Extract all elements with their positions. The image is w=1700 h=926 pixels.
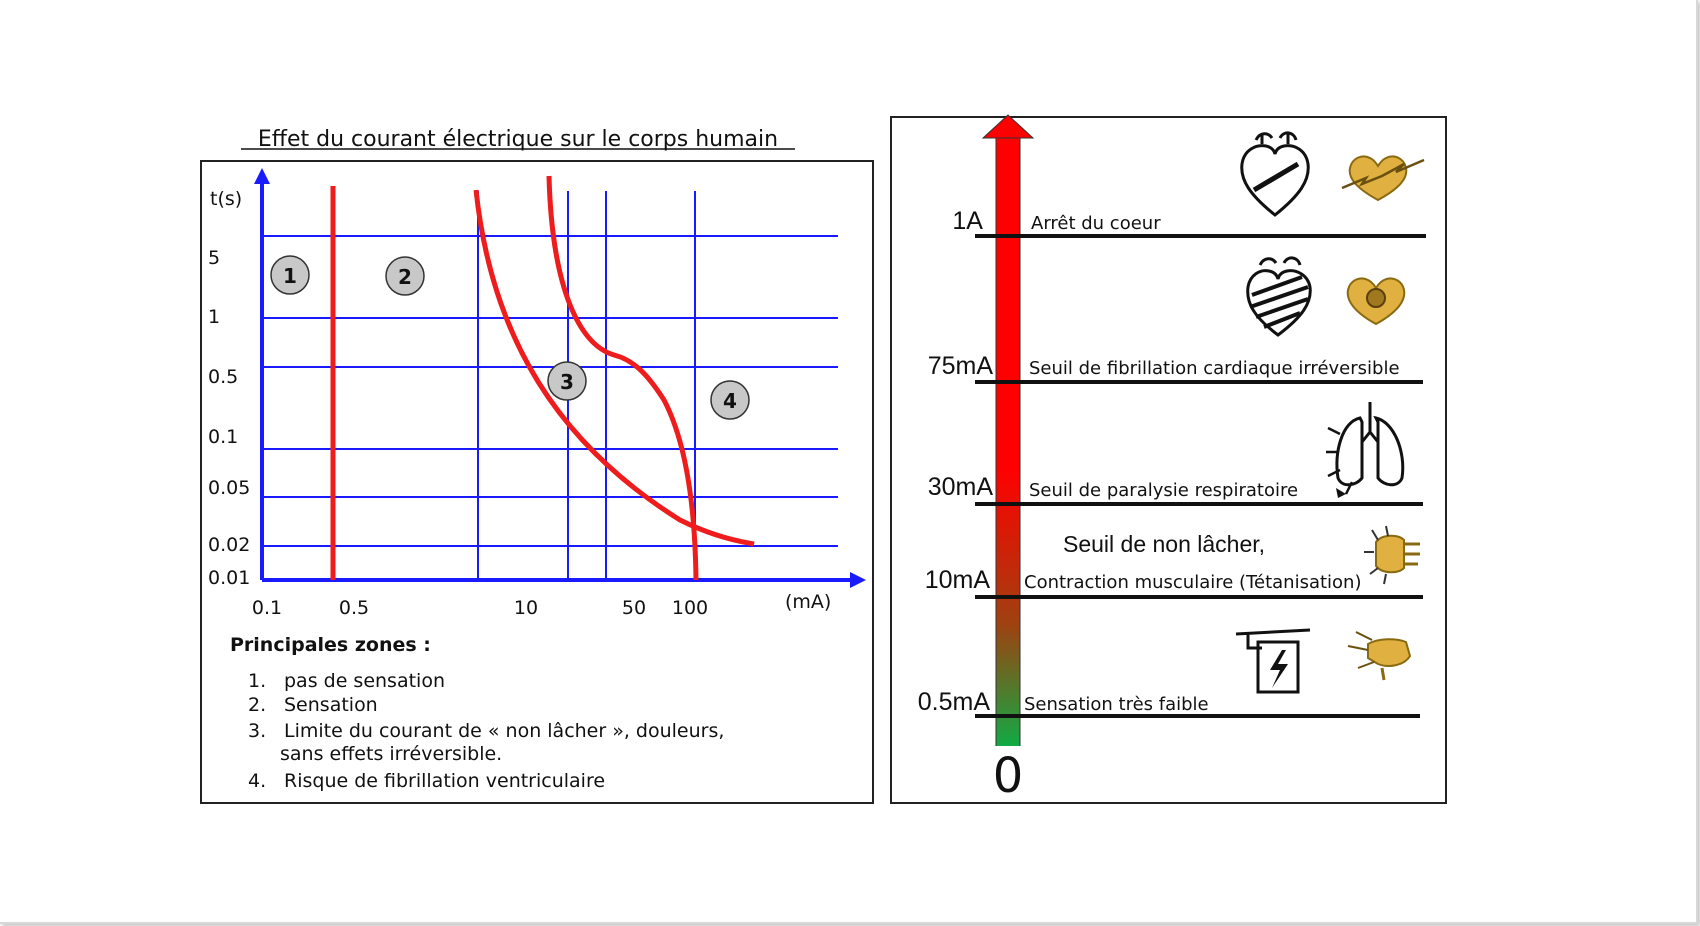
y-tick-label: 0.1 — [208, 426, 239, 448]
level-value: 0.5mA — [917, 688, 990, 716]
heart-stopped-icon — [1242, 133, 1308, 215]
intensity-bar — [996, 130, 1020, 746]
zone-marker — [271, 256, 309, 294]
legend — [230, 634, 724, 792]
y-tick-label: 0.01 — [208, 567, 251, 589]
level-desc: Contraction musculaire (Tétanisation) — [1024, 572, 1362, 593]
level-desc: Sensation très faible — [1024, 694, 1209, 715]
legend-num: 2. — [248, 694, 267, 716]
legend-num: 1. — [248, 670, 267, 692]
legend-text: Sensation — [284, 694, 378, 716]
x-axis-label: (mA) — [785, 591, 832, 613]
x-tick-label: 0.1 — [251, 597, 283, 619]
level-value: 75mA — [927, 352, 993, 380]
legend-num: 3. — [248, 720, 267, 742]
level-desc-big: Seuil de non lâcher, — [1063, 531, 1266, 557]
chart-title: Effet du courant électrique sur le corps humain — [257, 127, 779, 152]
y-axis-label: t(s) — [210, 188, 243, 210]
legend-title: Principales zones : — [230, 634, 431, 656]
level-value: 10mA — [924, 566, 990, 594]
y-tick-label: 5 — [208, 247, 221, 269]
x-tick-label: 50 — [621, 597, 647, 619]
lungs-icon — [1326, 402, 1403, 498]
x-tick-label: 10 — [513, 597, 539, 619]
zone-marker-label: 1 — [283, 264, 297, 288]
zone-marker-label: 3 — [560, 370, 574, 394]
level-value: 1A — [952, 207, 983, 235]
x-axis-arrow — [850, 572, 866, 588]
y-axis-arrow — [254, 168, 270, 184]
legend-text: Risque de fibrillation ventriculaire — [284, 770, 606, 792]
level-desc: Seuil de paralysie respiratoire — [1029, 480, 1299, 501]
legend-text: pas de sensation — [284, 670, 445, 692]
zone-marker — [548, 362, 586, 400]
y-tick-label: 1 — [208, 306, 221, 328]
x-tick-label: 100 — [671, 597, 709, 619]
y-tick-label: 0.5 — [208, 366, 239, 388]
zone-marker-label: 4 — [723, 389, 737, 413]
zone-marker — [711, 381, 749, 419]
grid-vertical — [478, 191, 695, 578]
level-desc: Arrêt du coeur — [1031, 213, 1161, 234]
fist-shock-icon — [1364, 526, 1420, 584]
y-ticks — [208, 247, 250, 589]
legend-text-cont: sans effets irréversible. — [280, 743, 503, 765]
legend-num: 4. — [248, 770, 267, 792]
hand-shock-icon — [1348, 632, 1410, 680]
bar-zero-label: 0 — [992, 748, 1024, 804]
zone-marker — [386, 257, 424, 295]
battery-shock-icon — [1236, 630, 1310, 692]
level-desc: Seuil de fibrillation cardiaque irréversible — [1029, 358, 1400, 379]
zone-marker-label: 2 — [398, 265, 412, 289]
y-tick-label: 0.02 — [208, 534, 251, 556]
left-panel — [201, 127, 873, 803]
x-ticks — [252, 597, 708, 619]
right-panel — [891, 115, 1446, 804]
x-tick-label: 0.5 — [338, 597, 370, 619]
heart-lightning-icon — [1342, 156, 1424, 200]
intensity-bar-arrow — [983, 115, 1033, 138]
level-value: 30mA — [927, 473, 993, 501]
heart-fibrillation-icon — [1248, 258, 1311, 335]
y-tick-label: 0.05 — [208, 477, 251, 499]
heart-burn-icon — [1348, 278, 1405, 324]
legend-text: Limite du courant de « non lâcher », douleurs, — [284, 720, 725, 742]
